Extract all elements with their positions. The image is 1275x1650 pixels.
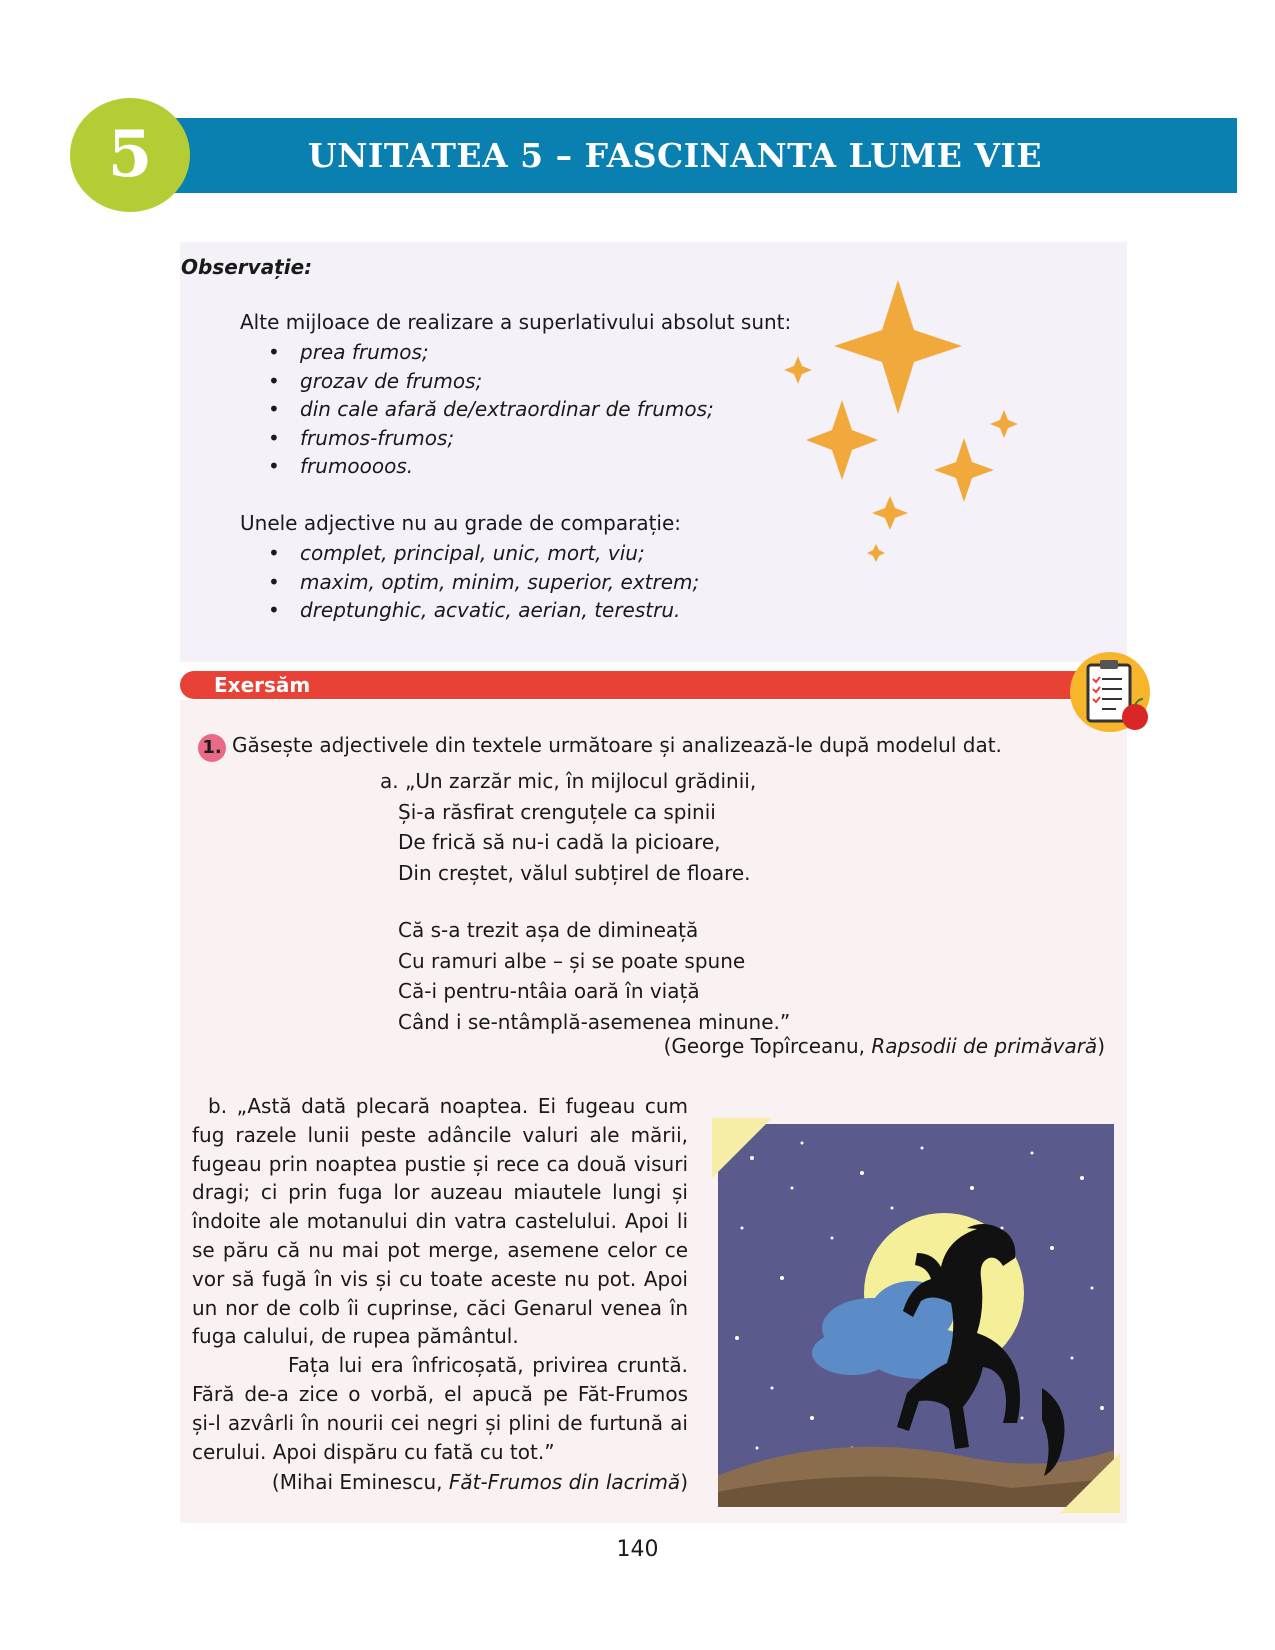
list-item: • dreptunghic, acvatic, aerian, terestru. — [268, 596, 699, 625]
poem-line: Că s-a trezit așa de dimineață — [398, 918, 699, 942]
poem-stanza-1 — [380, 766, 756, 888]
exercise-number: 1. — [198, 734, 226, 762]
source-close: ) — [1097, 1034, 1105, 1058]
text-b-source — [272, 1470, 688, 1494]
list-item: • grozav de frumos; — [268, 367, 714, 396]
poem-line: Și-a răsfirat crenguțele ca spinii — [398, 799, 716, 824]
list-item: • frumoooos. — [268, 452, 714, 481]
observation-heading: Observație: — [181, 255, 313, 279]
page-number: 140 — [616, 1537, 659, 1562]
text-b — [192, 1092, 688, 1466]
poem-line: Că-i pentru-ntâia oară în viață — [398, 979, 700, 1003]
list-item: • complet, principal, unic, mort, viu; — [268, 539, 699, 568]
poem-line: a. „Un zarzăr mic, în mijlocul grădinii, — [380, 769, 757, 793]
poem-line: Din creștet, vălul subțirel de floare. — [398, 860, 751, 885]
poem-stanza-2 — [398, 915, 790, 1037]
exercise-instruction: Găsește adjectivele din textele următoare și analizează-le după modelul dat. — [232, 733, 1002, 757]
unit-number: 5 — [107, 117, 153, 192]
poem-source — [664, 1034, 1105, 1058]
clipboard-icon — [1080, 655, 1155, 733]
observation-paragraph-2: Unele adjective nu au grade de comparație: — [240, 511, 682, 535]
text-b-paragraph-1: b. „Astă dată plecară noaptea. Ei fugeau cum fug razele lunii peste adâncile valuri ale mării, fugeau prin noaptea pustie și rece ca două visuri dragi; ci prin fuga lor auzeau miautele lungi și îndoite ale motanului din vatra castelului. Apoi li se păru că nu mai pot merge, asemene celor ce vor să fugă în vis și cu toate aceste nu pot. Apoi un nor de colb îi cuprinse, căci Genarul venea în fuga calului, de rupea pământul. — [192, 1094, 688, 1349]
no-comparison-list — [268, 539, 699, 625]
source-title: Făt-Frumos din lacrimă — [448, 1470, 681, 1494]
poem-line: Când i se-ntâmplă-asemenea minune.” — [398, 1009, 791, 1034]
stars-icon — [780, 270, 1020, 570]
observation-paragraph-1: Alte mijloace de realizare a superlativului absolut sunt: — [240, 310, 792, 334]
list-item: • frumos-frumos; — [268, 424, 714, 453]
source-title: Rapsodii de primăvară — [871, 1034, 1098, 1058]
source-author: (George Topîrceanu, — [663, 1034, 872, 1058]
unit-title: UNITATEA 5 – FASCINANTA LUME VIE — [307, 136, 1043, 175]
exercise-label: Exersăm — [214, 673, 311, 697]
horse-moon-illustration — [712, 1118, 1120, 1513]
source-author: (Mihai Eminescu, — [271, 1470, 449, 1494]
source-close: ) — [680, 1470, 688, 1494]
list-item: • maxim, optim, minim, superior, extrem; — [268, 568, 699, 597]
poem-line: Cu ramuri albe – și se poate spune — [398, 948, 746, 973]
exercise-bar — [180, 671, 1086, 699]
superlative-list — [268, 338, 714, 481]
poem-line: De frică să nu-i cadă la picioare, — [398, 830, 721, 854]
list-item: • prea frumos; — [268, 338, 714, 367]
list-item: • din cale afară de/extraordinar de frumos; — [268, 395, 714, 424]
text-b-paragraph-2: Fața lui era înfricoșată, privirea cruntă. Fără de-a zice o vorbă, el apucă pe Făt-Frumos și-l azvârli în nourii cei negri și plini de furtună ai cerului. Apoi dispăru cu fată cu tot.” — [192, 1353, 688, 1464]
